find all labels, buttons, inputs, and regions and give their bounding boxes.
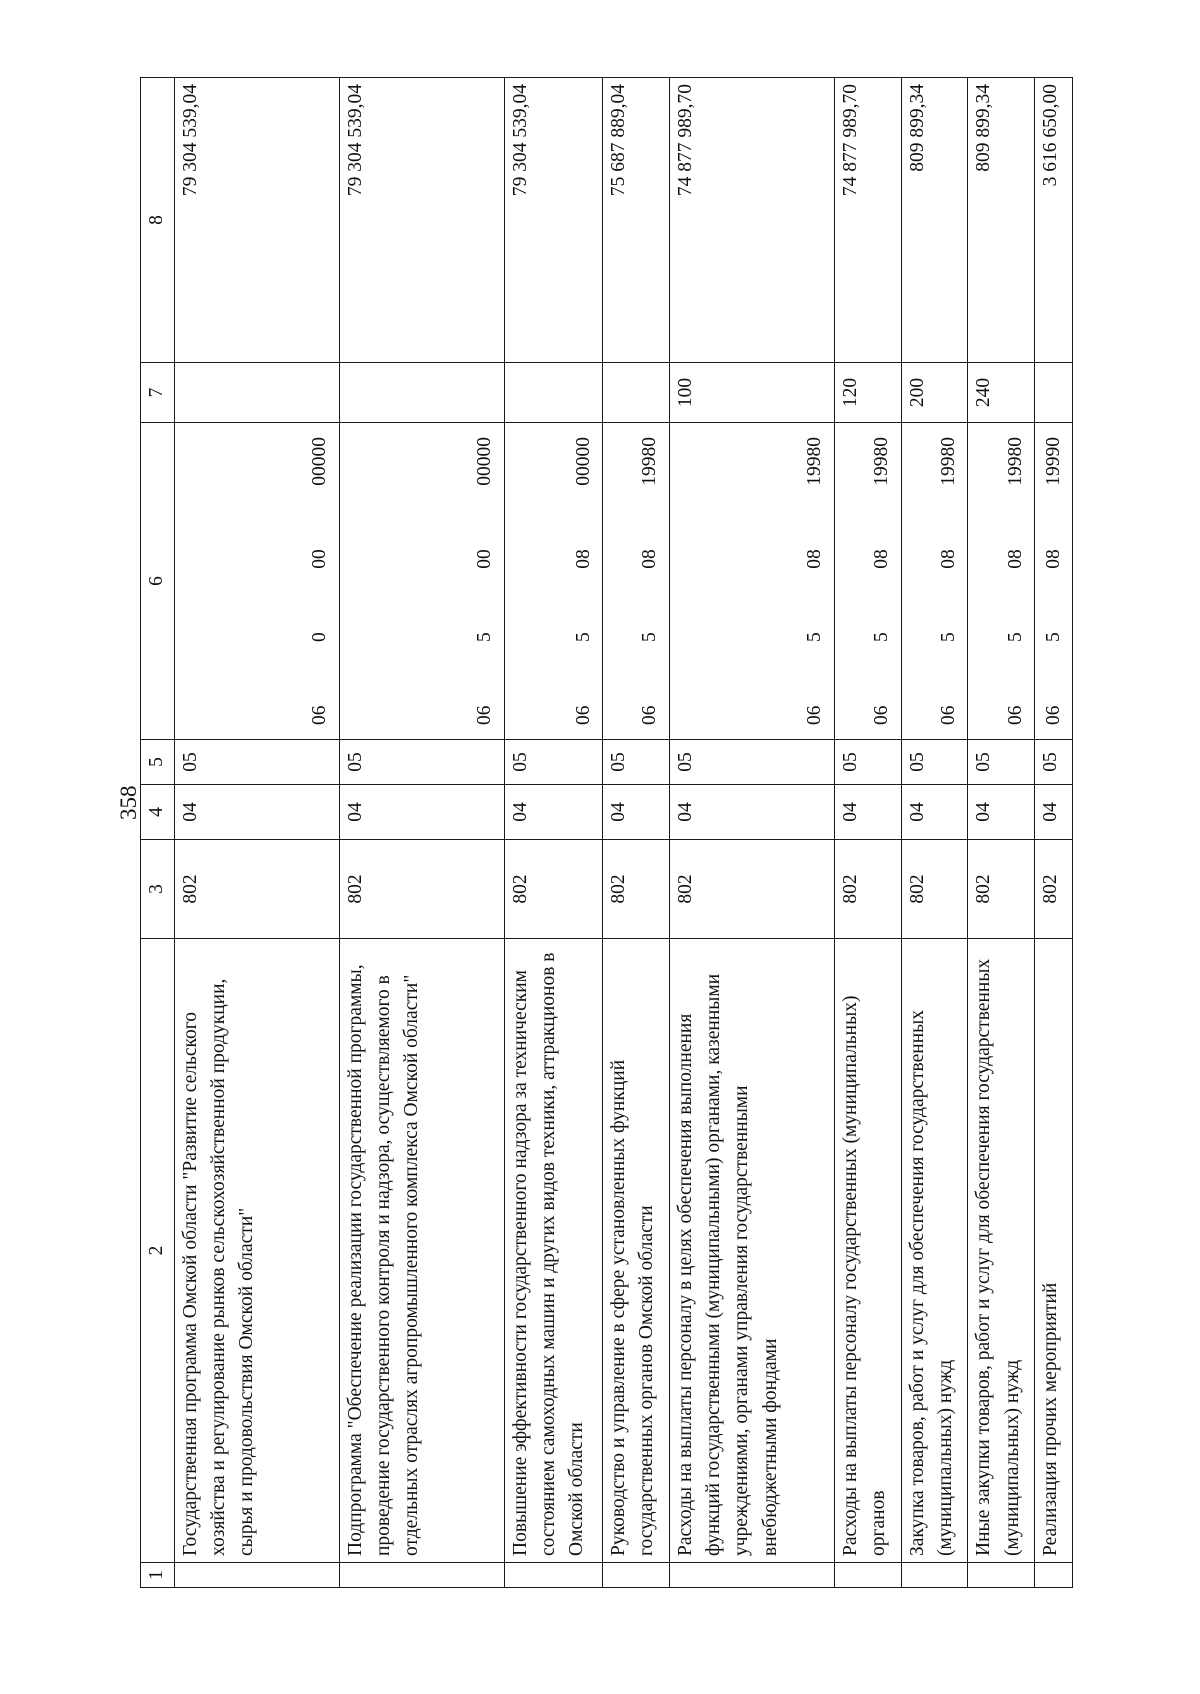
subsection-code-cell: 05 bbox=[339, 740, 504, 785]
amount-cell: 79 304 539,04 bbox=[339, 78, 504, 363]
target-article-part: 19980 bbox=[639, 437, 661, 486]
target-article-parts bbox=[177, 429, 337, 733]
section-code-cell: 04 bbox=[1035, 785, 1073, 840]
target-article-cell bbox=[669, 423, 834, 740]
header-cell-6: 6 bbox=[141, 423, 175, 740]
target-article-part: 5 bbox=[938, 632, 960, 642]
table-row bbox=[901, 78, 968, 1588]
amount-cell: 79 304 539,04 bbox=[174, 78, 339, 363]
target-article-part: 06 bbox=[871, 705, 893, 725]
table-row bbox=[669, 78, 834, 1588]
section-code-cell: 04 bbox=[339, 785, 504, 840]
target-article-cell bbox=[339, 423, 504, 740]
target-article-part: 5 bbox=[1042, 632, 1064, 642]
row-number-cell bbox=[174, 1563, 339, 1588]
target-article-part: 5 bbox=[639, 632, 661, 642]
target-article-parts bbox=[507, 429, 600, 733]
amount-cell: 74 877 989,70 bbox=[669, 78, 834, 363]
target-article-part: 08 bbox=[1042, 549, 1064, 569]
budget-table bbox=[140, 77, 1073, 1588]
target-article-part: 5 bbox=[572, 632, 594, 642]
amount-cell: 3 616 650,00 bbox=[1035, 78, 1073, 363]
target-article-parts bbox=[342, 429, 502, 733]
row-number-cell bbox=[669, 1563, 834, 1588]
rotated-table-container bbox=[140, 78, 1073, 1588]
target-article-part: 06 bbox=[572, 705, 594, 725]
target-article-part: 00000 bbox=[572, 437, 594, 486]
header-cell-5: 5 bbox=[141, 740, 175, 785]
target-article-part: 08 bbox=[871, 549, 893, 569]
ministry-code-cell: 802 bbox=[669, 840, 834, 939]
target-article-parts bbox=[1037, 429, 1070, 733]
target-article-part: 08 bbox=[938, 549, 960, 569]
target-article-part: 19980 bbox=[938, 437, 960, 486]
header-cell-1: 1 bbox=[141, 1563, 175, 1588]
amount-cell: 79 304 539,04 bbox=[504, 78, 602, 363]
subsection-code-cell: 05 bbox=[901, 740, 968, 785]
target-article-part: 08 bbox=[804, 549, 826, 569]
header-row bbox=[141, 78, 175, 1588]
table-row bbox=[339, 78, 504, 1588]
target-article-cell bbox=[901, 423, 968, 740]
amount-cell: 74 877 989,70 bbox=[834, 78, 901, 363]
target-article-part: 06 bbox=[1042, 705, 1064, 725]
description-cell: Повышение эффективности государственного надзора за техническим состоянием самоходных машин и других видов техники, аттракционов в Омской области bbox=[504, 939, 602, 1563]
target-article-part: 08 bbox=[639, 549, 661, 569]
description-cell: Закупка товаров, работ и услуг для обеспечения государственных (муниципальных) нужд bbox=[901, 939, 968, 1563]
target-article-part: 5 bbox=[474, 632, 496, 642]
header-cell-2: 2 bbox=[141, 939, 175, 1563]
header-cell-4: 4 bbox=[141, 785, 175, 840]
target-article-parts bbox=[605, 429, 667, 733]
ministry-code-cell: 802 bbox=[901, 840, 968, 939]
description-cell: Государственная программа Омской области "Развитие сельского хозяйства и регулирование рынков сельскохозяйственной продукции, сырья и продовольствия Омской области" bbox=[174, 939, 339, 1563]
description-cell: Расходы на выплаты персоналу государственных (муниципальных) органов bbox=[834, 939, 901, 1563]
target-article-parts bbox=[672, 429, 832, 733]
amount-cell: 75 687 889,04 bbox=[602, 78, 669, 363]
subsection-code-cell: 05 bbox=[834, 740, 901, 785]
section-code-cell: 04 bbox=[669, 785, 834, 840]
target-article-part: 06 bbox=[474, 705, 496, 725]
section-code-cell: 04 bbox=[504, 785, 602, 840]
description-cell: Расходы на выплаты персоналу в целях обеспечения выполнения функций государственными (муниципальными) органами, казенными учреждениями, органами управления государственными внебюджетными фондами bbox=[669, 939, 834, 1563]
subsection-code-cell: 05 bbox=[968, 740, 1035, 785]
ministry-code-cell: 802 bbox=[504, 840, 602, 939]
subsection-code-cell: 05 bbox=[602, 740, 669, 785]
target-article-part: 06 bbox=[938, 705, 960, 725]
target-article-part: 5 bbox=[804, 632, 826, 642]
row-number-cell bbox=[901, 1563, 968, 1588]
target-article-part: 19990 bbox=[1042, 437, 1064, 486]
expense-type-cell: 100 bbox=[669, 363, 834, 423]
amount-cell: 809 899,34 bbox=[968, 78, 1035, 363]
target-article-part: 19980 bbox=[871, 437, 893, 486]
target-article-part: 06 bbox=[1004, 705, 1026, 725]
row-number-cell bbox=[339, 1563, 504, 1588]
target-article-part: 06 bbox=[639, 705, 661, 725]
row-number-cell bbox=[834, 1563, 901, 1588]
target-article-part: 06 bbox=[804, 705, 826, 725]
header-cell-8: 8 bbox=[141, 78, 175, 363]
table-row bbox=[174, 78, 339, 1588]
description-cell: Подпрограмма "Обеспечение реализации государственной программы, проведение государственного контроля и надзора, осуществляемого в отдельных отраслях агропромышленного комплекса Омской области" bbox=[339, 939, 504, 1563]
row-number-cell bbox=[968, 1563, 1035, 1588]
section-code-cell: 04 bbox=[901, 785, 968, 840]
expense-type-cell: 200 bbox=[901, 363, 968, 423]
description-cell: Руководство и управление в сфере установленных функций государственных органов Омской области bbox=[602, 939, 669, 1563]
description-cell: Иные закупки товаров, работ и услуг для обеспечения государственных (муниципальных) нужд bbox=[968, 939, 1035, 1563]
target-article-part: 08 bbox=[572, 549, 594, 569]
target-article-cell bbox=[968, 423, 1035, 740]
expense-type-cell bbox=[1035, 363, 1073, 423]
target-article-cell bbox=[504, 423, 602, 740]
ministry-code-cell: 802 bbox=[602, 840, 669, 939]
target-article-part: 0 bbox=[309, 632, 331, 642]
description-cell: Реализация прочих мероприятий bbox=[1035, 939, 1073, 1563]
row-number-cell bbox=[504, 1563, 602, 1588]
target-article-part: 00 bbox=[474, 549, 496, 569]
target-article-cell bbox=[174, 423, 339, 740]
target-article-part: 5 bbox=[1004, 632, 1026, 642]
table-row bbox=[602, 78, 669, 1588]
target-article-part: 5 bbox=[871, 632, 893, 642]
subsection-code-cell: 05 bbox=[174, 740, 339, 785]
target-article-cell bbox=[834, 423, 901, 740]
table-row bbox=[834, 78, 901, 1588]
target-article-cell bbox=[602, 423, 669, 740]
subsection-code-cell: 05 bbox=[504, 740, 602, 785]
page-number: 358 bbox=[116, 785, 141, 820]
ministry-code-cell: 802 bbox=[1035, 840, 1073, 939]
expense-type-cell bbox=[602, 363, 669, 423]
target-article-parts bbox=[970, 429, 1032, 733]
ministry-code-cell: 802 bbox=[834, 840, 901, 939]
row-number-cell bbox=[602, 1563, 669, 1588]
ministry-code-cell: 802 bbox=[968, 840, 1035, 939]
target-article-part: 00 bbox=[309, 549, 331, 569]
table-row bbox=[1035, 78, 1073, 1588]
expense-type-cell bbox=[174, 363, 339, 423]
header-cell-7: 7 bbox=[141, 363, 175, 423]
expense-type-cell: 240 bbox=[968, 363, 1035, 423]
expense-type-cell: 120 bbox=[834, 363, 901, 423]
subsection-code-cell: 05 bbox=[1035, 740, 1073, 785]
target-article-cell bbox=[1035, 423, 1073, 740]
target-article-part: 08 bbox=[1004, 549, 1026, 569]
target-article-parts bbox=[837, 429, 899, 733]
subsection-code-cell: 05 bbox=[669, 740, 834, 785]
header-cell-3: 3 bbox=[141, 840, 175, 939]
table-row bbox=[504, 78, 602, 1588]
target-article-part: 19980 bbox=[804, 437, 826, 486]
section-code-cell: 04 bbox=[174, 785, 339, 840]
section-code-cell: 04 bbox=[968, 785, 1035, 840]
expense-type-cell bbox=[504, 363, 602, 423]
expense-type-cell bbox=[339, 363, 504, 423]
section-code-cell: 04 bbox=[602, 785, 669, 840]
table-row bbox=[968, 78, 1035, 1588]
target-article-part: 00000 bbox=[309, 437, 331, 486]
ministry-code-cell: 802 bbox=[339, 840, 504, 939]
amount-cell: 809 899,34 bbox=[901, 78, 968, 363]
ministry-code-cell: 802 bbox=[174, 840, 339, 939]
row-number-cell bbox=[1035, 1563, 1073, 1588]
target-article-part: 00000 bbox=[474, 437, 496, 486]
target-article-part: 06 bbox=[309, 705, 331, 725]
target-article-parts bbox=[904, 429, 966, 733]
section-code-cell: 04 bbox=[834, 785, 901, 840]
target-article-part: 19980 bbox=[1004, 437, 1026, 486]
